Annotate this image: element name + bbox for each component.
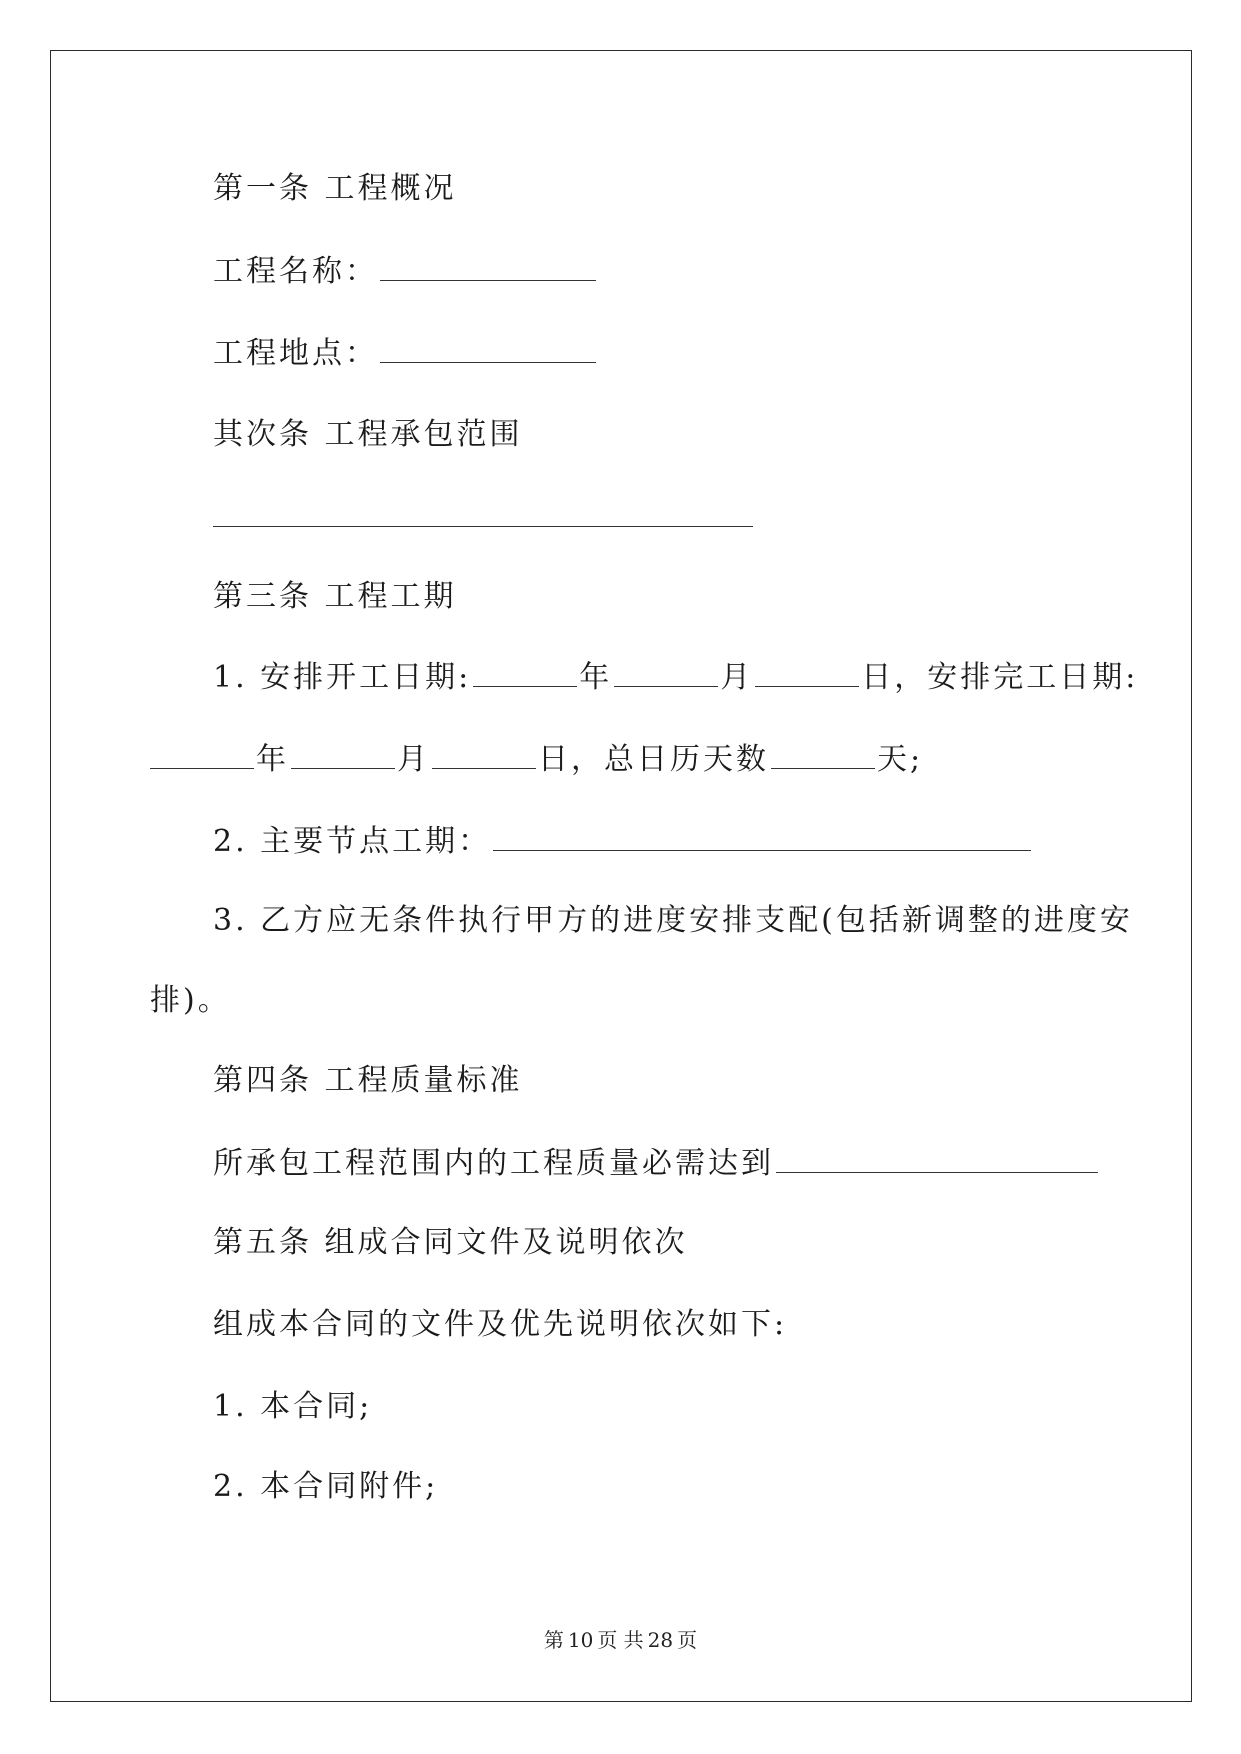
end-date-label: 日，安排完工日期: (861, 660, 1139, 695)
total-pages-number: 28 (647, 1628, 674, 1652)
scope-blank[interactable] (213, 500, 753, 527)
end-month-blank[interactable] (291, 742, 395, 769)
end-day-blank[interactable] (432, 742, 536, 769)
start-month-blank[interactable] (614, 660, 718, 687)
total-days-blank[interactable] (771, 742, 875, 769)
quality-line (213, 1146, 1100, 1181)
quality-label: 所承包工程范围内的工程质量必需达到 (213, 1146, 774, 1181)
end-year-blank[interactable] (150, 742, 254, 769)
project-location-label: 工程地点： (213, 336, 378, 371)
project-location-blank[interactable] (380, 336, 596, 363)
milestone-line (213, 824, 1033, 859)
schedule-line-2 (150, 742, 923, 777)
total-days-label: 日，总日历天数 (538, 742, 769, 777)
milestone-label: 2. 主要节点工期： (213, 824, 492, 859)
start-date-label: 1. 安排开工日期: (213, 660, 472, 695)
article-5-heading: 第五条 组成合同文件及说明依次 (213, 1225, 688, 1260)
month-label: 月 (397, 742, 430, 777)
document-order-item-2: 2. 本合同附件; (213, 1469, 439, 1504)
article-2-heading: 其次条 工程承包范围 (213, 417, 523, 452)
article-3-heading: 第三条 工程工期 (213, 579, 457, 614)
start-day-blank[interactable] (755, 660, 859, 687)
schedule-clause-3b: 排)。 (150, 983, 231, 1018)
article-4-heading: 第四条 工程质量标准 (213, 1063, 523, 1098)
footer-prefix: 第 (543, 1628, 564, 1652)
document-order-item-1: 1. 本合同; (213, 1389, 373, 1424)
scope-line (213, 500, 755, 535)
month-label: 月 (720, 660, 754, 695)
schedule-line-1 (213, 660, 1138, 695)
project-name-line (213, 254, 598, 289)
page-footer (0, 1624, 1241, 1653)
year-label: 年 (256, 742, 289, 777)
page-border (50, 50, 1192, 1702)
milestone-blank[interactable] (493, 824, 1031, 851)
article-1-heading: 第一条 工程概况 (213, 171, 457, 206)
document-order-intro: 组成本合同的文件及优先说明依次如下: (213, 1307, 788, 1342)
footer-suffix: 页 (677, 1628, 698, 1652)
project-location-line (213, 336, 598, 371)
year-label: 年 (579, 660, 613, 695)
start-year-blank[interactable] (473, 660, 577, 687)
project-name-label: 工程名称： (213, 254, 378, 289)
quality-blank[interactable] (776, 1146, 1098, 1173)
days-unit-label: 天; (877, 742, 924, 777)
project-name-blank[interactable] (380, 254, 596, 281)
schedule-clause-3a: 3. 乙方应无条件执行甲方的进度安排支配(包括新调整的进度安 (213, 903, 1133, 938)
current-page-number: 10 (567, 1628, 594, 1652)
footer-middle: 页 共 (597, 1628, 644, 1652)
